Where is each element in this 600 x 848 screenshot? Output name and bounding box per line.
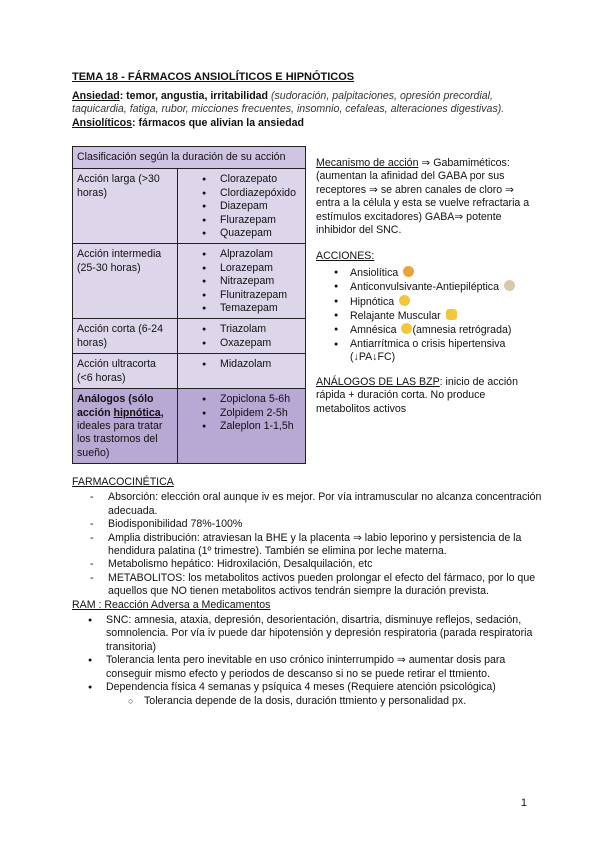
table-row <box>73 354 306 389</box>
analogos-label-hipnotica: hipnótica, <box>113 406 164 419</box>
ansiedad-definition <box>72 90 538 117</box>
list-item <box>316 280 538 294</box>
drug-item: ● Nitrazepam <box>220 275 301 288</box>
list-item <box>316 309 538 323</box>
classification-table <box>72 146 306 464</box>
list-item: - Absorción: elección oral aunque iv es mejor. Por vía intramuscular no alcanza concentración adecuada. <box>72 491 542 518</box>
ansioliticos-term: Ansiolíticos <box>72 116 133 129</box>
table-header-row <box>73 147 306 169</box>
page-number: 1 <box>520 797 527 809</box>
bottom-section <box>72 476 542 708</box>
table-row <box>73 319 306 354</box>
analogos-label-bold: Análogos (sólo acción <box>77 393 154 419</box>
drug-item: ● Flunitrazepam <box>220 289 301 302</box>
row-label: Acción larga (>30 horas) <box>73 169 178 244</box>
analogos-label-rest: ideales para tratar los trastornos del sueño) <box>77 419 163 459</box>
thinking-face-emoji-icon <box>401 323 412 334</box>
flexed-biceps-emoji-icon <box>446 309 457 320</box>
table-header: Clasificación según la duración de su acción <box>73 147 306 169</box>
farmacocinetica-label: FARMACOCINÉTICA <box>72 476 174 488</box>
ram-sublist <box>106 695 542 708</box>
drug-item: ● Zaleplon 1-1,5h <box>220 420 301 433</box>
accion-text: Relajante Muscular <box>350 310 441 323</box>
drug-item: ● Midazolam <box>220 358 301 371</box>
drug-item: ● Flurazepam <box>220 214 301 227</box>
list-item: - Amplia distribución: atraviesan la BHE y la placenta ⇒ labio leporino y persistencia de la hendidura palatina (1º trimestre). También se elimina por leche materna. <box>72 532 542 559</box>
list-item <box>316 338 538 365</box>
analogos-label: ANÁLOGOS DE LAS BZP <box>316 375 440 388</box>
accion-text: Ansiolítica <box>350 266 399 279</box>
list-item <box>316 323 538 337</box>
ram-list <box>72 614 542 708</box>
page-title: TEMA 18 - FÁRMACOS ANSIOLÍTICOS E HIPNÓTICOS <box>72 71 355 83</box>
list-item: - Biodisponibilidad 78%-100% <box>72 518 542 531</box>
drug-item: ● Zolpidem 2-5h <box>220 407 301 420</box>
row-drugs <box>178 389 306 464</box>
analogos-text: : inicio de acción rápida + duración corta. No produce metabolitos activos <box>316 375 518 415</box>
drug-item: ● Lorazepam <box>220 262 301 275</box>
ram-item-text: Dependencia física 4 semanas y psíquica 4 meses (Requiere atención psicológica) <box>106 681 496 694</box>
farmacocinetica-list <box>72 491 542 598</box>
ansiedad-term: Ansiedad <box>72 90 120 102</box>
accion-text: Anticonvulsivante-Antiepiléptica <box>350 281 499 294</box>
ansioliticos-definition <box>72 117 538 130</box>
row-drugs <box>178 169 306 244</box>
row-drugs <box>178 319 306 354</box>
acciones-list <box>316 266 538 365</box>
drug-item: ● Zopiclona 5-6h <box>220 393 301 406</box>
list-item: ● SNC: amnesia, ataxia, depresión, desorientación, disartria, disminuye reflejos, sedación, somnolencia. Por vía iv puede dar hipotensión y depresión respiratoria (parada respiratoria transitoria) <box>72 614 542 654</box>
row-label: Acción ultracorta (<6 horas) <box>73 354 178 389</box>
ansioliticos-def: : fármacos que alivian la ansiedad <box>132 116 304 129</box>
drug-item: ● Temazepam <box>220 302 301 315</box>
intro <box>72 90 538 130</box>
ram-label: RAM : Reacción Adversa a Medicamentos <box>72 598 271 611</box>
exploding-head-emoji-icon <box>504 280 515 291</box>
drug-item: ● Clordiazepóxido <box>220 187 301 200</box>
row-label: Acción corta (6-24 horas) <box>73 319 178 354</box>
analogos-paragraph <box>316 376 538 416</box>
list-item <box>316 295 538 309</box>
list-item <box>316 266 538 280</box>
drug-item: ● Quazepam <box>220 227 301 240</box>
table-row <box>73 244 306 319</box>
right-column <box>316 157 538 416</box>
ansiedad-symptoms: (sudoración, palpitaciones, opresión precordial, taquicardia, fatiga, rubor, micciones frecuentes, insomnio, cefaleas, alteraciones digestivas). <box>72 90 505 116</box>
mecanismo-text: ⇒ Gabamiméticos: (aumentan la afinidad del GABA por sus receptores ⇒ se abren canales de cloro ⇒ entra a la célula y esta se vuelve refractaria a estímulos excitadores) GABA⇒ potente inhibidor del SNC. <box>316 157 530 237</box>
drug-item: ● Diazepam <box>220 200 301 213</box>
list-item <box>72 681 542 708</box>
sleepy-face-emoji-icon <box>399 295 410 306</box>
drug-item: ● Oxazepam <box>220 337 301 350</box>
table-row <box>73 389 306 464</box>
table-row <box>73 169 306 244</box>
row-drugs <box>178 244 306 319</box>
list-item: ○ Tolerancia depende de la dosis, duración ttmiento y personalidad px. <box>106 695 542 708</box>
drug-item: ● Alprazolam <box>220 248 301 261</box>
mecanismo-label: Mecanismo de acción <box>316 157 419 169</box>
meditation-emoji-icon <box>403 266 414 277</box>
row-drugs <box>178 354 306 389</box>
accion-text: Amnésica <box>350 324 397 337</box>
drug-item: ● Triazolam <box>220 323 301 336</box>
list-item: - METABOLITOS: los metabolitos activos pueden prolongar el efecto del fármaco, por lo que aquellos que NO tienen metabolitos activos tendrán siempre la duración prevista. <box>72 572 542 599</box>
list-item: ● Tolerancia lenta pero inevitable en uso crónico ininterrumpido ⇒ aumentar dosis para conseguir mismo efecto y periodos de descanso si no se puede retirar el ttmiento. <box>72 654 542 681</box>
drug-item: ● Clorazepato <box>220 173 301 186</box>
ansiedad-def: : temor, angustia, irritabilidad <box>119 90 269 102</box>
accion-text: Hipnótica <box>350 295 395 308</box>
list-item: - Metabolismo hepático: Hidroxilación, Desalquilación, etc <box>72 558 542 571</box>
mecanismo-paragraph <box>316 157 538 237</box>
accion-text: Antiarrítmica o crisis hipertensiva (↓PA↓FC) <box>350 337 506 364</box>
row-label: Acción intermedia (25-30 horas) <box>73 244 178 319</box>
accion-extra: (amnesia retrógrada) <box>412 324 512 337</box>
acciones-label: ACCIONES: <box>316 250 375 263</box>
row-label <box>73 389 178 464</box>
